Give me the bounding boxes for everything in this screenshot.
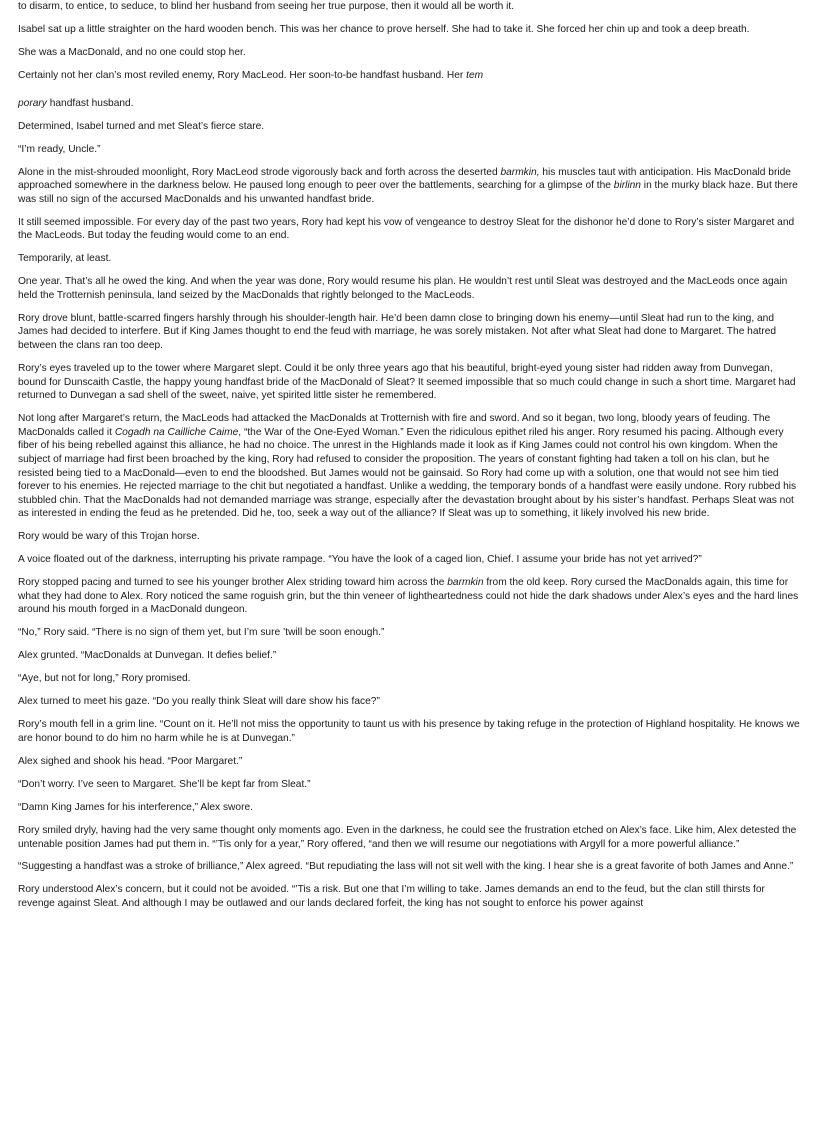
paragraph: “Damn King James for his interference,” Alex swore. xyxy=(18,801,253,813)
paragraph: Rory drove blunt, battle-scarred fingers harshly through his shoulder-length hair. He’d been damn close to bringing down his enemy—until Sleat had run to the king, and James had decided to interfere. But if King James thought to end the feud with marriage, he was sorely mistaken. Not after what Sleat had done to Margaret. The hatred between the clans ran too deep. xyxy=(18,312,777,351)
paragraph: Alone in the mist-shrouded moonlight, Rory MacLeod strode vigorously back and forth across the deserted barmkin, his muscles taut with anticipation. His MacDonald bride approached somewhere in the darkness below. He paused long enough to peer over the battlements, searching for a glimpse of the birlinn in the murky black haze. But there was still no sign of the accursed MacDonalds and his unwanted handfast bride. xyxy=(18,166,798,205)
paragraph: Rory stopped pacing and turned to see his younger brother Alex striding toward him across the barmkin from the old keep. Rory cursed the MacDonalds again, this time for what they had done to Alex. Rory noticed the same roguish grin, but the thin veneer of lightheartedness could not hide the dark shadows under Alex’s eyes and the hard lines around his mouth forged in a MacDonald dungeon. xyxy=(18,577,799,616)
paragraph: Rory’s mouth fell in a grim line. “Count on it. He’ll not miss the opportunity to taunt us with his presence by taking refuge in the protection of Highland hospitality. He knows we are honor bound to do him no harm while he is at Dunvegan.” xyxy=(18,719,800,744)
paragraph: Rory would be wary of this Trojan horse. xyxy=(18,531,200,543)
paragraph: “I’m ready, Uncle.” xyxy=(18,143,101,155)
paragraph: “Aye, but not for long,” Rory promised. xyxy=(18,673,191,685)
paragraph: to disarm, to entice, to seduce, to blind her husband from seeing her true purpose, then it would all be worth it. xyxy=(18,1,515,12)
paragraph: Alex turned to meet his gaze. “Do you really think Sleat will dare show his face?” xyxy=(18,696,380,708)
paragraph: “Don’t worry. I’ve seen to Margaret. She’ll be kept far from Sleat.” xyxy=(18,778,311,790)
paragraph: Rory smiled dryly, having had the very same thought only moments ago. Even in the darkness, he could see the frustration etched on Alex’s face. Like him, Alex detested the untenable position James had put them in. “’Tis only for a year,” Rory offered, “and then we will resume our negotiations with Argyll for a more powerful alliance.” xyxy=(18,824,797,850)
paragraph: Not long after Margaret’s return, the MacLeods had attacked the MacDonalds at Trotternish with fire and sword. And so it began, two long, bloody years of feuding. The MacDonalds called it Cogadh na Cailliche Caime, “the War of the One-Eyed Woman.” Even the ridiculous epithet riled his anger. Rory resumed his pacing. Although every fiber of his being rebelled against this alliance, he had no choice. The unrest in the Highlands made it look as if King James could not control his own kingdom. When the subject of marriage had first been broached by the king, Rory had refused to consider the proposition. The years of constant fighting had taken a toll on his clan, but he resisted being tied to a MacDonald—even to end the bloodshed. But James would not be gainsaid. So Rory had come up with a solution, one that would not see him tied forever to his enemies. He rejected marriage to the chit but negotiated a handfast. Unlike a wedding, the temporary bonds of a handfast were easily undone. Rory rubbed his stubbled chin. That the MacDonalds had not demanded marriage was strange, especially after the devastation brought about by his sister’s handfast. Perhaps Sleat was not as interested in ending the feud as he pretended. Did he, too, seek a way out of the alliance? If Sleat was up to something, it likely involved his new bride. xyxy=(18,413,797,520)
paragraph: Certainly not her clan’s most reviled enemy, Rory MacLeod. Her soon-to-be handfast husband. Her tem xyxy=(18,69,484,81)
paragraph: porary handfast husband. xyxy=(18,97,134,109)
paragraph: Determined, Isabel turned and met Sleat’s fierce stare. xyxy=(18,120,265,132)
book-page xyxy=(18,0,800,920)
paragraph: “Suggesting a handfast was a stroke of brilliance,” Alex agreed. “But repudiating the lass will not sit well with the king. I hear she is a great favorite of both James and Anne.” xyxy=(18,861,794,873)
paragraph: Temporarily, at least. xyxy=(18,253,112,265)
paragraph: A voice floated out of the darkness, interrupting his private rampage. “You have the look of a caged lion, Chief. I assume your bride has not yet arrived?” xyxy=(18,554,702,566)
paragraph: Isabel sat up a little straighter on the hard wooden bench. This was her chance to prove herself. She had to take it. She forced her chin up and took a deep breath. xyxy=(18,23,750,35)
paragraph: Alex sighed and shook his head. “Poor Margaret.” xyxy=(18,755,243,767)
paragraph: Rory understood Alex’s concern, but it could not be avoided. “’Tis a risk. But one that I’m willing to take. James demands an end to the feud, but the clan still thirsts for revenge against Sleat. And although I may be outlawed and our lands declared forfeit, the king has not sought to enforce his power against xyxy=(18,884,765,910)
paragraph: She was a MacDonald, and no one could stop her. xyxy=(18,46,246,58)
paragraph: It still seemed impossible. For every day of the past two years, Rory had kept his vow of vengeance to destroy Sleat for the dishonor he’d done to Rory’s sister Margaret and the MacLeods. But today the feuding would come to an end. xyxy=(18,216,795,242)
paragraph: One year. That’s all he owed the king. And when the year was done, Rory would resume his plan. He wouldn’t rest until Sleat was destroyed and the MacLeods once again held the Trotternish peninsula, land seized by the MacDonalds that rightly belonged to the MacLeods. xyxy=(18,276,788,301)
paragraph: Alex grunted. “MacDonalds at Dunvegan. It defies belief.” xyxy=(18,650,277,662)
paragraph: “No,” Rory said. “There is no sign of them yet, but I’m sure ’twill be soon enough.” xyxy=(18,627,385,639)
paragraph: Rory’s eyes traveled up to the tower where Margaret slept. Could it be only three years ago that his beautiful, bright-eyed young sister had ridden away from Dunvegan, bound for Dunscaith Castle, the happy young handfast bride of the MacDonald of Sleat? It seemed impossible that so much could change in such a short time. Margaret had returned to Dunvegan a sad shell of the sweet, naive, yet spirited little sister he remembered. xyxy=(18,362,796,402)
